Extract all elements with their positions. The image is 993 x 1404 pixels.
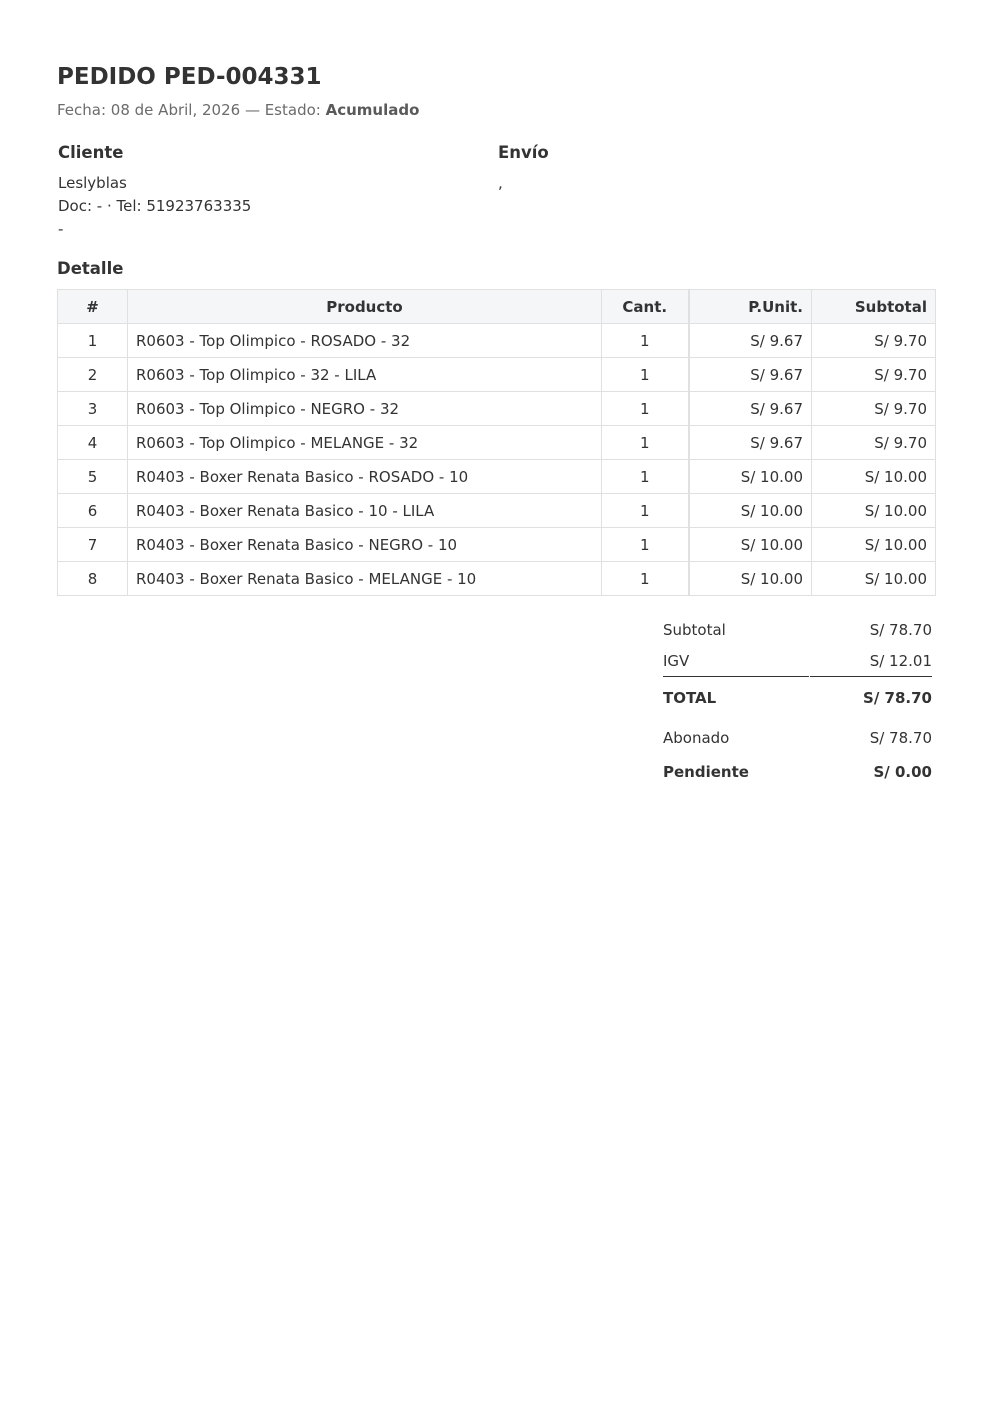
row-subtotal: S/ 9.70 xyxy=(812,358,936,392)
row-quantity: 1 xyxy=(602,358,689,392)
row-number: 4 xyxy=(58,426,128,460)
row-subtotal: S/ 10.00 xyxy=(812,562,936,596)
row-quantity: 1 xyxy=(602,528,689,562)
order-date: Fecha: 08 de Abril, 2026 — Estado: xyxy=(57,101,326,119)
column-header-subtotal: Subtotal xyxy=(812,290,936,324)
column-header-product: Producto xyxy=(128,290,602,324)
igv-value: S/ 12.01 xyxy=(869,652,932,670)
pending-label: Pendiente xyxy=(663,763,749,781)
customer-extra: - xyxy=(58,220,64,238)
row-quantity: 1 xyxy=(602,494,689,528)
row-product: R0603 - Top Olimpico - MELANGE - 32 xyxy=(128,426,602,460)
row-product: R0403 - Boxer Renata Basico - ROSADO - 10 xyxy=(128,460,602,494)
detail-heading: Detalle xyxy=(57,259,124,278)
row-number: 7 xyxy=(58,528,128,562)
items-table xyxy=(57,289,936,596)
igv-label: IGV xyxy=(663,652,690,670)
table-row xyxy=(58,494,936,528)
shipping-heading: Envío xyxy=(498,143,549,162)
column-header-unit-price: P.Unit. xyxy=(689,290,812,324)
totals-igv-row xyxy=(662,646,934,677)
column-header-quantity: Cant. xyxy=(602,290,689,324)
pending-value: S/ 0.00 xyxy=(873,763,932,781)
row-subtotal: S/ 10.00 xyxy=(812,528,936,562)
paid-label: Abonado xyxy=(663,729,730,747)
row-subtotal: S/ 9.70 xyxy=(812,392,936,426)
row-quantity: 1 xyxy=(602,562,689,596)
row-product: R0603 - Top Olimpico - 32 - LILA xyxy=(128,358,602,392)
row-subtotal: S/ 10.00 xyxy=(812,460,936,494)
order-meta xyxy=(57,100,419,120)
row-unit-price: S/ 9.67 xyxy=(689,358,812,392)
row-product: R0403 - Boxer Renata Basico - NEGRO - 10 xyxy=(128,528,602,562)
row-number: 3 xyxy=(58,392,128,426)
row-unit-price: S/ 9.67 xyxy=(689,426,812,460)
subtotal-value: S/ 78.70 xyxy=(869,621,932,639)
row-number: 5 xyxy=(58,460,128,494)
row-product: R0603 - Top Olimpico - NEGRO - 32 xyxy=(128,392,602,426)
table-row xyxy=(58,324,936,358)
row-number: 8 xyxy=(58,562,128,596)
row-quantity: 1 xyxy=(602,460,689,494)
column-header-number: # xyxy=(58,290,128,324)
row-number: 1 xyxy=(58,324,128,358)
customer-contact: Doc: - · Tel: 51923763335 xyxy=(58,197,252,215)
table-row xyxy=(58,426,936,460)
row-subtotal: S/ 9.70 xyxy=(812,324,936,358)
row-unit-price: S/ 9.67 xyxy=(689,324,812,358)
table-row xyxy=(58,392,936,426)
subtotal-label: Subtotal xyxy=(663,621,726,639)
row-unit-price: S/ 10.00 xyxy=(689,460,812,494)
totals-paid-row xyxy=(662,721,934,756)
totals-subtotal-row xyxy=(662,615,934,646)
page-title: PEDIDO PED-004331 xyxy=(57,64,322,90)
row-product: R0403 - Boxer Renata Basico - 10 - LILA xyxy=(128,494,602,528)
table-row xyxy=(58,562,936,596)
total-value: S/ 78.70 xyxy=(863,689,932,707)
row-unit-price: S/ 9.67 xyxy=(689,392,812,426)
shipping-address: , xyxy=(498,174,503,192)
row-number: 2 xyxy=(58,358,128,392)
row-product: R0403 - Boxer Renata Basico - MELANGE - 10 xyxy=(128,562,602,596)
order-status: Acumulado xyxy=(325,101,420,119)
shipping-block xyxy=(498,142,918,195)
paid-value: S/ 78.70 xyxy=(869,729,932,747)
totals-total-row xyxy=(662,677,934,719)
table-row xyxy=(58,528,936,562)
row-number: 6 xyxy=(58,494,128,528)
row-quantity: 1 xyxy=(602,426,689,460)
totals-block xyxy=(662,615,934,788)
customer-heading: Cliente xyxy=(58,143,124,162)
customer-name: Leslyblas xyxy=(58,174,127,192)
row-unit-price: S/ 10.00 xyxy=(689,562,812,596)
row-subtotal: S/ 10.00 xyxy=(812,494,936,528)
row-quantity: 1 xyxy=(602,324,689,358)
total-label: TOTAL xyxy=(663,689,717,707)
table-row xyxy=(58,358,936,392)
row-product: R0603 - Top Olimpico - ROSADO - 32 xyxy=(128,324,602,358)
row-subtotal: S/ 9.70 xyxy=(812,426,936,460)
customer-block xyxy=(58,142,478,241)
row-quantity: 1 xyxy=(602,392,689,426)
totals-pending-row xyxy=(662,756,934,788)
table-header-row xyxy=(58,290,936,324)
row-unit-price: S/ 10.00 xyxy=(689,528,812,562)
row-unit-price: S/ 10.00 xyxy=(689,494,812,528)
table-row xyxy=(58,460,936,494)
